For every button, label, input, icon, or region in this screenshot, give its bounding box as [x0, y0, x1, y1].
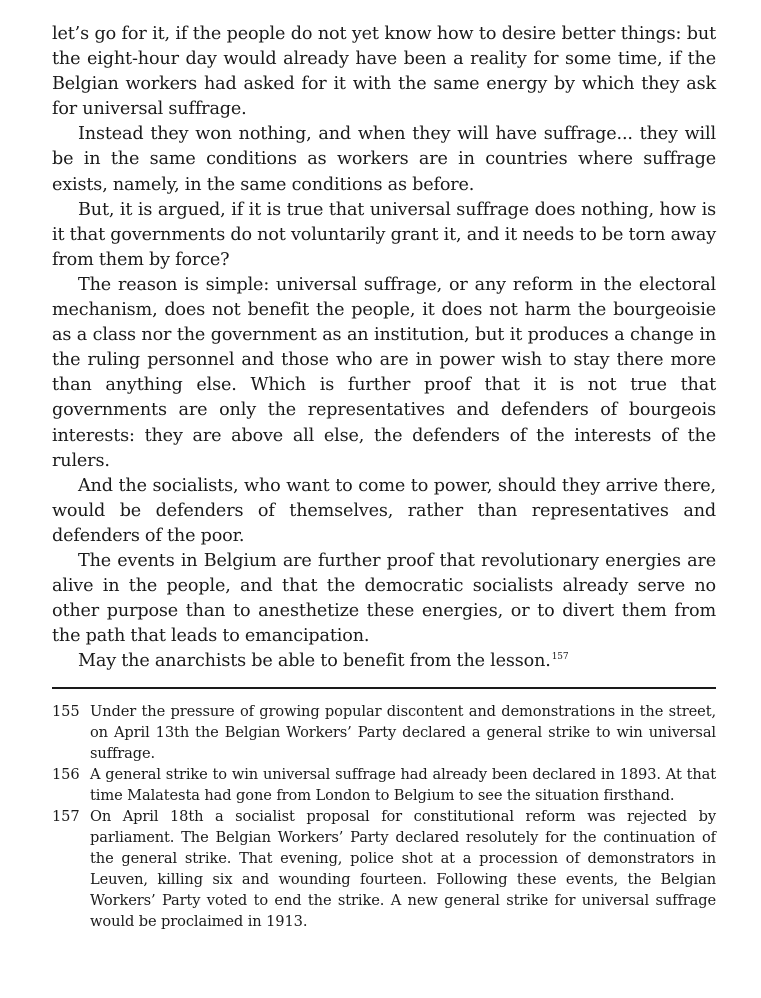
paragraph-2: [52, 122, 716, 197]
paragraph-3-text: But, it is argued, if it is true that universal suffrage does nothing, how is it that governments do not voluntarily grant it, and it needs to be torn away from them by force?: [52, 199, 716, 270]
footnote-divider: [52, 687, 716, 689]
document-page: [52, 22, 716, 932]
paragraph-1: [52, 22, 716, 122]
paragraph-1-text: let’s go for it, if the people do not yet know how to desire better things: but the eight-hour day would already have been a reality for some time, if the Belgian workers had asked for it with the same energy by which they ask for universal suffrage.: [52, 24, 716, 120]
footnotes: [52, 701, 716, 932]
footnote-text: A general strike to win universal suffrage had already been declared in 1893. At that time Malatesta had gone from London to Belgium to see the situation firsthand.: [90, 766, 716, 805]
footnote-number: 157: [52, 808, 80, 826]
footnote-text: Under the pressure of growing popular discontent and demonstrations in the street, on April 13th the Belgian Workers’ Party declared a general strike to win universal suffrage.: [90, 703, 716, 763]
footnote-156: [52, 764, 716, 806]
footnote-number: 155: [52, 703, 80, 721]
footnote-157: [52, 806, 716, 932]
paragraph-3: [52, 198, 716, 273]
footnote-number: 156: [52, 766, 80, 784]
paragraph-2-text: Instead they won nothing, and when they will have suffrage... they will be in the same conditions as workers are in countries where suffrage exists, namely, in the same conditions as before.: [52, 124, 716, 195]
paragraph-7-text: May the anarchists be able to benefit from the lesson.: [78, 651, 551, 672]
paragraph-4: [52, 273, 716, 474]
footnote-text: On April 18th a socialist proposal for constitutional reform was rejected by parliament. The Belgian Workers’ Party declared resolutely for the continuation of the general strike. That evening, police shot at a procession of demonstrators in Leuven, killing six and wounding fourteen. Following these events, the Belgian Workers’ Party voted to end the strike. A new general strike for universal suffrage would be proclaimed in 1913.: [90, 808, 716, 931]
paragraph-5: [52, 474, 716, 549]
body-text: [52, 22, 716, 674]
paragraph-6: [52, 549, 716, 649]
paragraph-5-text: And the socialists, who want to come to power, should they arrive there, would be defenders of themselves, rather than representatives and defenders of the poor.: [52, 475, 716, 546]
paragraph-4-text: The reason is simple: universal suffrage, or any reform in the electoral mechanism, does not benefit the people, it does not harm the bourgeoisie as a class nor the government as an institution, but it produces a change in the ruling personnel and those who are in power wish to stay there more than anything else. Which is further proof that it is not true that governments are only the representatives and defenders of bourgeois interests: they are above all else, the defenders of the interests of the rulers.: [52, 274, 716, 471]
paragraph-6-text: The events in Belgium are further proof that revolutionary energies are alive in the people, and that the democratic socialists already serve no other purpose than to anesthetize these energies, or to divert them from the path that leads to emancipation.: [52, 550, 716, 647]
paragraph-7: [52, 649, 716, 674]
footnote-155: [52, 701, 716, 764]
footnote-reference-157[interactable]: 157: [551, 652, 569, 663]
